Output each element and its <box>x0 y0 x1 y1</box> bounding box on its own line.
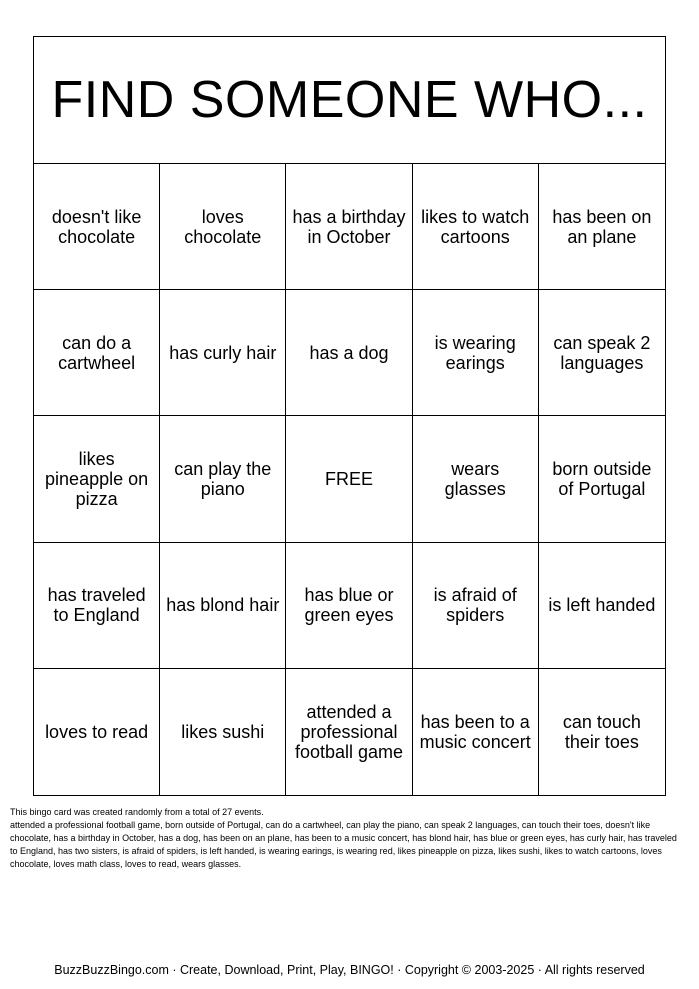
bingo-cell: has a dog <box>286 290 412 416</box>
notes-event-list: attended a professional football game, born outside of Portugal, can do a cartwheel, can play the piano, can speak 2 languages, can touch their toes, doesn't like chocolate, has a birthday in October, has a dog, has been on an plane, has been to a music concert, has blond hair, has blue or green eyes, has curly hair, has traveled to England, has two sisters, is afraid of spiders, is left handed, is wearing earings, is wearing red, likes pineapple on pizza, likes sushi, likes to watch cartoons, loves chocolate, loves math class, loves to read, wears glasses. <box>10 820 677 869</box>
bingo-cell: likes pineapple on pizza <box>34 416 160 542</box>
bingo-cell: loves to read <box>34 669 160 795</box>
bingo-cell: has been on an plane <box>539 164 665 290</box>
footer-copyright: BuzzBuzzBingo.com · Create, Download, Print, Play, BINGO! · Copyright © 2003-2025 · All rights reserved <box>54 963 645 977</box>
bingo-cell: born outside of Portugal <box>539 416 665 542</box>
bingo-card <box>33 36 666 796</box>
bingo-cell: likes to watch cartoons <box>413 164 539 290</box>
bingo-grid <box>34 164 665 795</box>
bingo-cell: is afraid of spiders <box>413 543 539 669</box>
bingo-cell: has blond hair <box>160 543 286 669</box>
bingo-cell-free: FREE <box>286 416 412 542</box>
card-title: FIND SOMEONE WHO... <box>34 37 665 164</box>
bingo-cell: has curly hair <box>160 290 286 416</box>
bingo-cell: can play the piano <box>160 416 286 542</box>
bingo-cell: loves chocolate <box>160 164 286 290</box>
bingo-cell: can do a cartwheel <box>34 290 160 416</box>
card-notes <box>10 806 684 871</box>
bingo-cell: has been to a music concert <box>413 669 539 795</box>
bingo-cell: wears glasses <box>413 416 539 542</box>
bingo-cell: is wearing earings <box>413 290 539 416</box>
bingo-cell: has a birthday in October <box>286 164 412 290</box>
bingo-cell: likes sushi <box>160 669 286 795</box>
bingo-cell: is left handed <box>539 543 665 669</box>
bingo-cell: can speak 2 languages <box>539 290 665 416</box>
bingo-cell: can touch their toes <box>562 711 641 752</box>
bingo-cell: has traveled to England <box>34 543 160 669</box>
bingo-cell: has blue or green eyes <box>286 543 412 669</box>
notes-intro: This bingo card was created randomly from a total of 27 events. <box>10 807 264 817</box>
bingo-cell: attended a professional football game <box>286 669 412 795</box>
bingo-cell: doesn't like chocolate <box>34 164 160 290</box>
